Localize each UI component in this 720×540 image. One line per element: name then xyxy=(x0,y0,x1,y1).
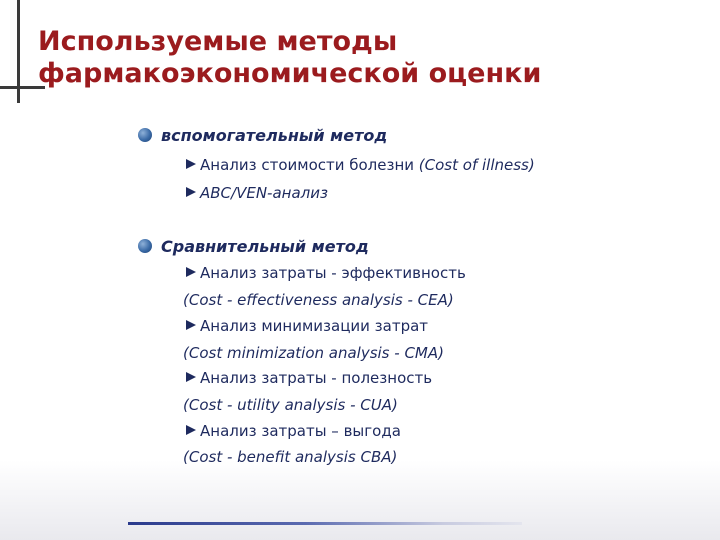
list-item xyxy=(186,421,401,441)
item-text: Анализ стоимости болезни xyxy=(200,156,419,174)
title-line-2: фармакоэкономической оценки xyxy=(38,58,542,89)
item-subtext: (Cost - effectiveness analysis - CEA) xyxy=(183,291,454,309)
list-item xyxy=(186,183,328,203)
section-heading-auxiliary xyxy=(138,126,387,146)
item-text: Анализ минимизации затрат xyxy=(200,317,429,335)
item-text: Анализ затраты - полезность xyxy=(200,369,433,387)
round-bullet-icon xyxy=(138,239,152,253)
triangle-bullet-icon xyxy=(186,187,196,197)
item-text: Анализ затраты - эффективность xyxy=(200,264,466,282)
triangle-bullet-icon xyxy=(186,372,196,382)
list-item xyxy=(186,263,466,283)
list-item xyxy=(186,155,535,175)
triangle-bullet-icon xyxy=(186,267,196,277)
triangle-bullet-icon xyxy=(186,425,196,435)
item-text: Анализ затраты – выгода xyxy=(200,422,401,440)
triangle-bullet-icon xyxy=(186,320,196,330)
item-italic-text: (Cost of illness) xyxy=(418,156,535,174)
item-italic-text: ABC/VEN-анализ xyxy=(200,184,328,202)
title-line-1: Используемые методы xyxy=(38,26,398,57)
triangle-bullet-icon xyxy=(186,159,196,169)
list-item xyxy=(186,316,428,336)
item-subtext: (Cost minimization analysis - CMA) xyxy=(183,344,444,362)
section-heading-text: Сравнительный метод xyxy=(161,237,369,256)
list-item xyxy=(186,368,432,388)
section-heading-text: вспомогательный метод xyxy=(161,126,388,145)
item-subtext: (Cost - benefit analysis CBA) xyxy=(183,448,398,466)
footer-gradient-line xyxy=(128,522,522,525)
item-subtext: (Cost - utility analysis - CUA) xyxy=(183,396,398,414)
round-bullet-icon xyxy=(138,128,152,142)
section-heading-comparative xyxy=(138,237,369,257)
